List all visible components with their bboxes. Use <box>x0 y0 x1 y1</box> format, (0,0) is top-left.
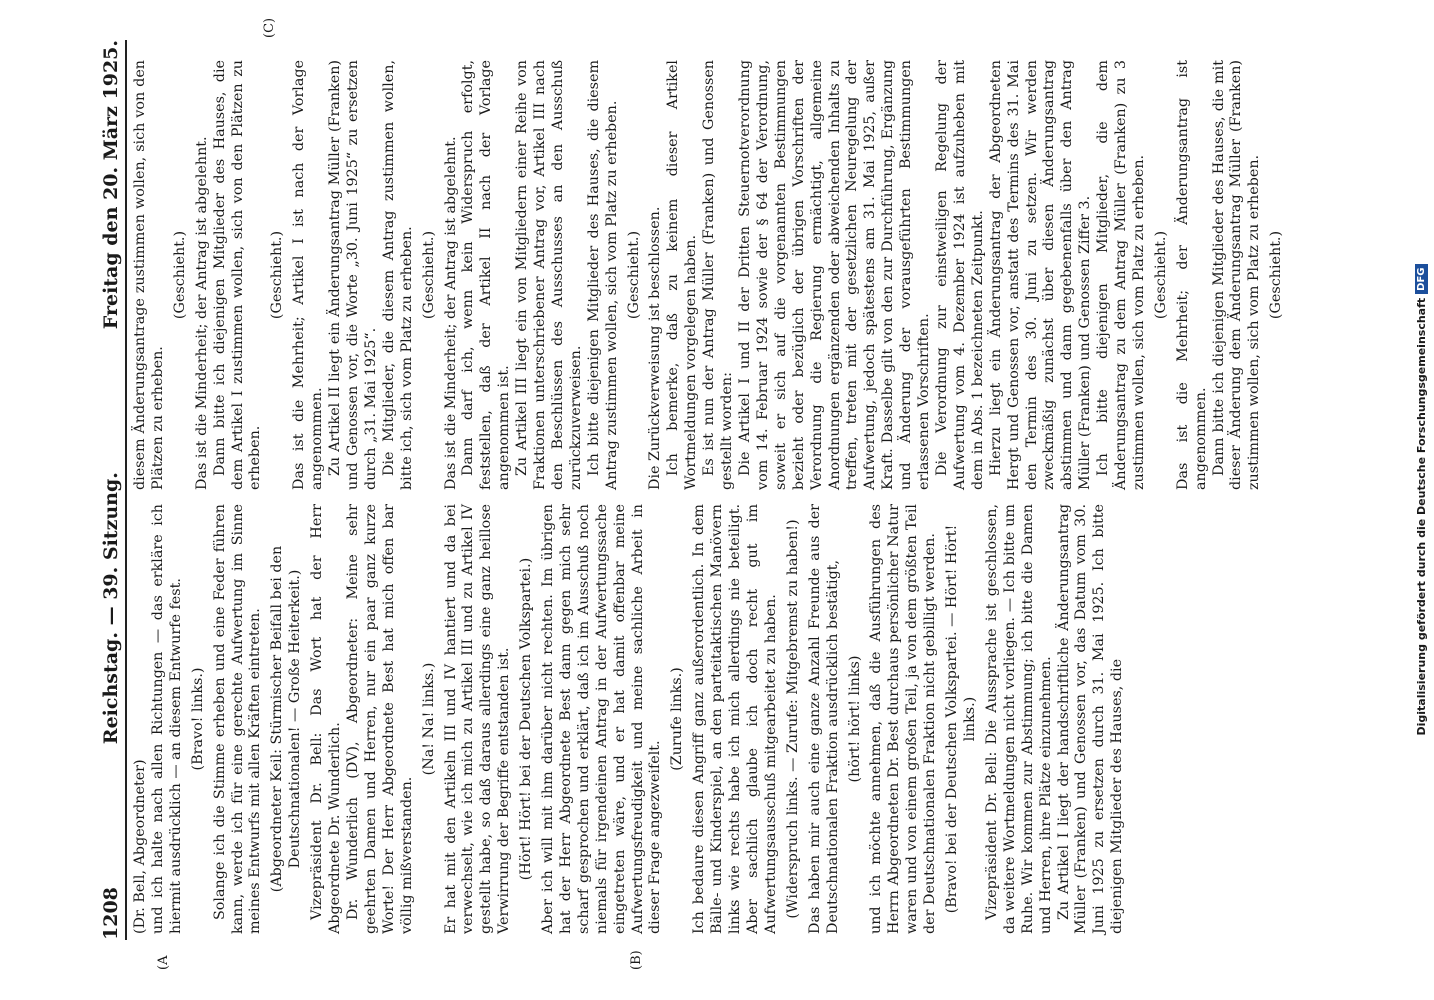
margin-marker-b: (B) <box>629 950 644 970</box>
interjection: (Geschieht.) <box>269 230 286 320</box>
paragraph: Das ist die Mehrheit; Artikel I ist nach der Vorlage angenommen. <box>291 60 326 490</box>
paragraph: Das ist die Mehrheit; der Änderungsantrag ist angenommen. <box>1174 60 1209 490</box>
paragraph: Das haben mir auch eine ganze Anzahl Freunde aus der Deutschnationalen Fraktion ausdrücklich bestätigt, <box>806 504 841 934</box>
paragraph: (Dr. Bell, Abgeordneter) <box>132 759 148 934</box>
interjection: (Bravo! links.) <box>189 667 206 771</box>
paragraph: und ich möchte annehmen, daß die Ausführungen des Herrn Abgeordneten Dr. Best durchaus persönlicher Natur waren und von einem großen Teil, ja von dem größten Teil der Deutschnationalen Fraktion nicht gebilligt werden. <box>868 504 939 934</box>
paragraph: Ich bitte diejenigen Mitglieder des Hauses, die diesem Antrag zustimmen wollen, sich vom Platz zu erheben. <box>585 60 620 490</box>
right-text-column <box>132 60 1290 490</box>
paragraph: Aber ich will mit ihm darüber nicht rechten. Im übrigen hat der Herr Abgeordnete Best dann gegen mich sehr scharf gesprochen und erklärt, daß ich im Ausschuß noch niemals für irgendeinen Antrag in der Aufwertungssache eingetreten wäre, und er hat damit offenbar meine Aufwertungsfreudigkeit und meine sachliche Arbeit in dieser Frage angezweifelt. <box>540 504 664 934</box>
margin-marker-c: (C) <box>262 17 277 38</box>
left-text-column <box>132 504 1127 934</box>
paragraph: und ich halte nach allen Richtungen — das erkläre ich hiermit ausdrücklich — an diesem Entwurfe fest. <box>149 504 184 934</box>
dfg-logo: DFG <box>1415 265 1428 294</box>
interjection: (Geschieht.) <box>171 230 188 320</box>
interjection: (hört! hört! links) <box>846 655 863 783</box>
interjection: (Abgeordneter Keil: Stürmischer Beifall bei den Deutschnationalen! — Große Heiterkeit.) <box>269 545 304 893</box>
page-number: 1208 <box>100 887 122 940</box>
paragraph: Die Artikel I und II der Dritten Steuernotverordnung vom 14. Februar 1924 sowie der § 64 der Verordnung, soweit er sich auf die vorgenannten Bestimmungen bezieht oder bezüglich der übrigen Vorschriften der Verordnung die Regierung ermächtigt, allgemeine Anordnungen ergänzenden oder abweichenden Inhalts zu treffen, treten mit der gesetzlichen Neuregelung der Aufwertung, jedoch spätestens am 31. Mai 1925, außer Kraft. Dasselbe gilt von den zur Durchführung, Ergänzung und Änderung der vorausgeführten Bestimmungen erlassenen Vorschriften. <box>737 60 933 490</box>
paragraph: Vizepräsident Dr. Bell: Die Aussprache ist geschlossen, da weitere Wortmeldungen nicht vorliegen. — Ich bitte um Ruhe. Wir kommen zur Abstimmung; ich bitte die Damen und Herren, ihre Plätze einzunehmen. <box>983 504 1054 934</box>
document-sheet <box>84 0 1348 1000</box>
interjection: (Bravo! bei der Deutschen Volkspartei. — Hört! Hört! links.) <box>944 524 978 914</box>
interjection: (Na! Na! links.) <box>420 662 437 776</box>
paragraph: Zu Artikel I liegt der handschriftliche Änderungsantrag Müller (Franken) und Genossen vor, das Datum vom 30. Juni 1925 zu ersetzen durch 31. Mai 1925. Ich bitte diejenigen Mitglieder des Hauses, die <box>1055 504 1126 934</box>
paragraph: Solange ich die Stimme erheben und eine Feder führen kann, werde ich für eine gerechte Aufwertung im Sinne meines Entwurfs mit allen Kräften eintreten. <box>211 504 264 934</box>
paragraph: Dann bitte ich diejenigen Mitglieder des Hauses, die mit dieser Änderung dem Änderungsantrag Müller (Franken) zustimmen wollen, sich vom Platz zu erheben. <box>1210 60 1263 490</box>
paragraph: Zu Artikel II liegt ein Änderungsantrag Müller (Franken) und Genossen vor, die Worte „30. Juni 1925“ zu ersetzen durch „31. Mai 1925“. <box>327 60 379 490</box>
paragraph: Dr. Wunderlich (DV), Abgeordneter: Meine sehr geehrten Damen und Herren, nur ein paar ganz kurze Worte! Der Herr Abgeordnete Best hat mich offen bar völlig mißverstanden. <box>344 504 415 934</box>
sidebar-credit-text: Digitalisierung gefördert durch die Deutsche Forschungsgemeinschaft <box>1414 297 1428 736</box>
paragraph: Vizepräsident Dr. Bell: Das Wort hat der Herr Abgeordnete Dr. Wunderlich. <box>309 504 344 934</box>
interjection: (Hört! Hört! bei der Deutschen Volkspartei.) <box>518 557 535 881</box>
paragraph: Es ist nun der Antrag Müller (Franken) und Genossen gestellt worden: <box>701 60 736 490</box>
paragraph: Die Verordnung zur einstweiligen Regelung der Aufwertung vom 4. Dezember 1924 ist aufzuheben mit dem in Abs. 1 bezeichneten Zeitpunkt. <box>933 60 986 490</box>
digitization-sidebar <box>1410 8 1432 992</box>
interjection: (Geschieht.) <box>1268 230 1285 320</box>
paragraph: Ich bitte diejenigen Mitglieder, die dem Änderungsantrag zu dem Antrag Müller (Franken) zu 3 zustimmen wollen, sich vom Platz zu erheben. <box>1095 60 1147 490</box>
paragraph: Er hat mit den Artikeln III und IV hantiert und da bei verwechselt, wie ich mich zu Artikel III und zu Artikel IV gestellt habe, so daß daraus allerdings eine ganz heillose Verwirrung der Begriffe entstanden ist. <box>442 504 513 934</box>
session-title: Reichstag. — 39. Sitzung. <box>100 472 122 745</box>
paragraph: Zu Artikel III liegt ein von Mitgliedern einer Reihe von Fraktionen unterschriebener Antrag vor, Artikel III nach den Beschlüssen des Ausschusses an den Ausschuß zurückzuverweisen. <box>514 60 584 490</box>
paragraph: Die Mitglieder, die diesem Antrag zustimmen wollen, bitte ich, sich vom Platz zu erheben. <box>380 60 415 490</box>
paragraph: Hierzu liegt ein Änderungsantrag der Abgeordneten Hergt und Genossen vor, anstatt des Termins des 31. Mai den Termin des 30. Juni zu setzen. Wir werden zweckmäßig zunächst über diesen Änderungsantrag abstimmen und dann gegebenenfalls über den Antrag Müller (Franken) und Genossen Ziffer 3. <box>987 60 1094 490</box>
paragraph: Dann bitte ich diejenigen Mitglieder des Hauses, die dem Artikel I zustimmen wollen, sich von den Plätzen zu erheben. <box>211 60 264 490</box>
paragraph: diesem Änderungsantrage zustimmen wollen, sich von den Plätzen zu erheben. <box>132 60 166 490</box>
paragraph: Ich bedaure diesen Angriff ganz außerordentlich. In dem Bälle- und Kinderspiel, an den parteitaktischen Manövern links wie rechts habe ich mich allerdings nie beteiligt. Aber sachlich glaube ich doch recht gut im Aufwertungsausschuß mitgearbeitet zu haben. <box>691 504 779 934</box>
margin-marker-a: (A <box>156 955 171 970</box>
paragraph: Das ist die Minderheit; der Antrag ist abgelehnt. <box>193 136 210 490</box>
paragraph: Ich bemerke, daß zu keinem dieser Artikel Wortmeldungen vorgelegen haben. <box>665 60 700 490</box>
interjection: (Geschieht.) <box>1152 230 1169 320</box>
session-date: Freitag den 20. März 1925. <box>100 40 122 330</box>
interjection: (Zurufe links.) <box>669 667 686 771</box>
page-header <box>86 40 127 940</box>
paragraph: Dann darf ich, wenn kein Widerspruch erfolgt, feststellen, daß der Artikel II nach der Vorlage angenommen ist. <box>460 60 513 490</box>
interjection: (Geschieht.) <box>420 230 437 320</box>
interjection: (Geschieht.) <box>625 230 642 320</box>
paragraph: Die Zurückverweisung ist beschlossen. <box>647 206 664 490</box>
interjection: (Widerspruch links. — Zurufe: Mitgebremst zu haben!) <box>784 519 801 919</box>
paragraph: Das ist die Minderheit; der Antrag ist abgelehnt. <box>442 136 459 490</box>
